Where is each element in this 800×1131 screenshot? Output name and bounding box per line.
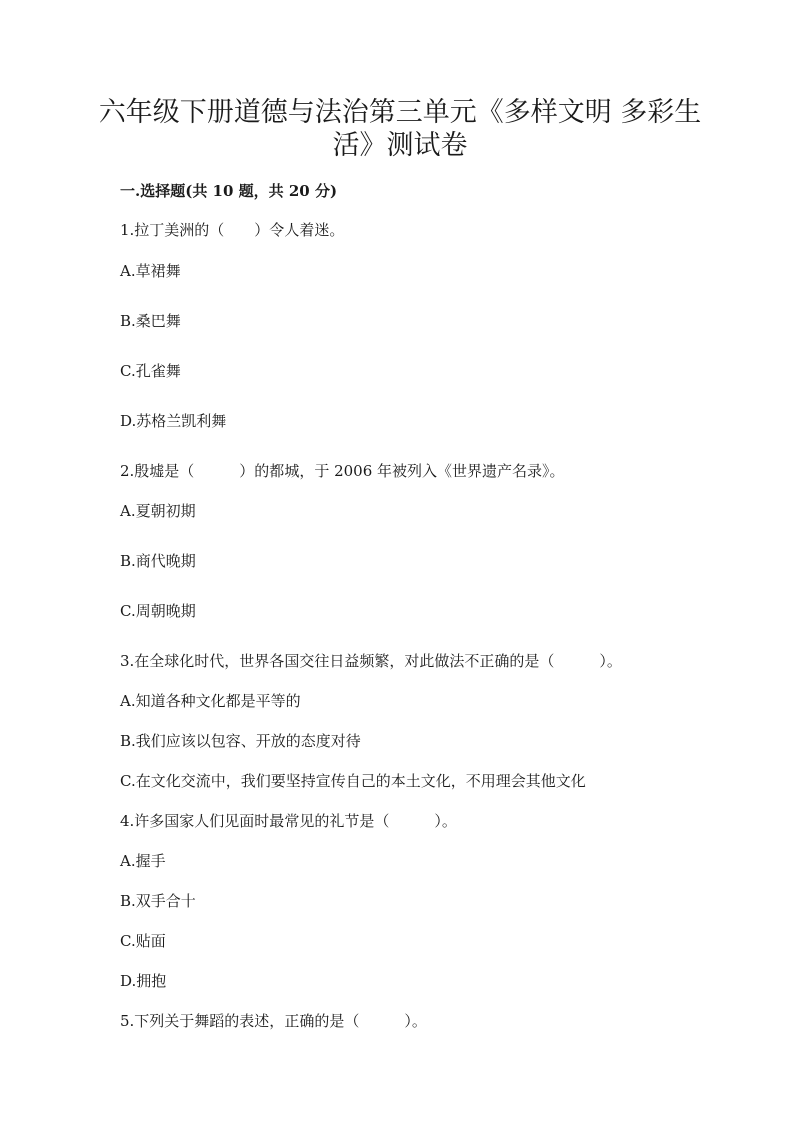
question-2-stem: 2.殷墟是（ ）的都城，于 2006 年被列入《世界遗产名录》。 [120, 462, 565, 480]
question-4-option-a: A.握手 [120, 852, 166, 870]
question-3-option-c: C.在文化交流中，我们要坚持宣传自己的本土文化，不用理会其他文化 [120, 772, 586, 790]
question-4-option-c: C.贴面 [120, 932, 166, 950]
question-2-option-b: B.商代晚期 [120, 552, 196, 570]
question-5-stem: 5.下列关于舞蹈的表述，正确的是（ ）。 [120, 1012, 427, 1030]
page-title-line-2: 活》测试卷 [332, 130, 468, 161]
question-3-stem: 3.在全球化时代，世界各国交往日益频繁，对此做法不正确的是（ ）。 [120, 652, 622, 670]
question-1-option-d: D.苏格兰凯利舞 [120, 412, 227, 430]
question-1-option-b: B.桑巴舞 [120, 312, 181, 330]
question-2-option-c: C.周朝晚期 [120, 602, 196, 620]
question-3-option-a: A.知道各种文化都是平等的 [120, 692, 301, 710]
question-1-stem: 1.拉丁美洲的（ ）令人着迷。 [120, 221, 345, 239]
question-1-option-c: C.孔雀舞 [120, 362, 181, 380]
page-title-line-1: 六年级下册道德与法治第三单元《多样文明 多彩生 [98, 97, 702, 128]
question-3-option-b: B.我们应该以包容、开放的态度对待 [120, 732, 361, 750]
question-4-option-d: D.拥抱 [120, 972, 167, 990]
section-header: 一.选择题(共 10 题，共 20 分) [120, 182, 338, 200]
question-4-stem: 4.许多国家人们见面时最常见的礼节是（ ）。 [120, 812, 457, 830]
question-1-option-a: A.草裙舞 [120, 262, 181, 280]
question-4-option-b: B.双手合十 [120, 892, 196, 910]
question-2-option-a: A.夏朝初期 [120, 502, 196, 520]
